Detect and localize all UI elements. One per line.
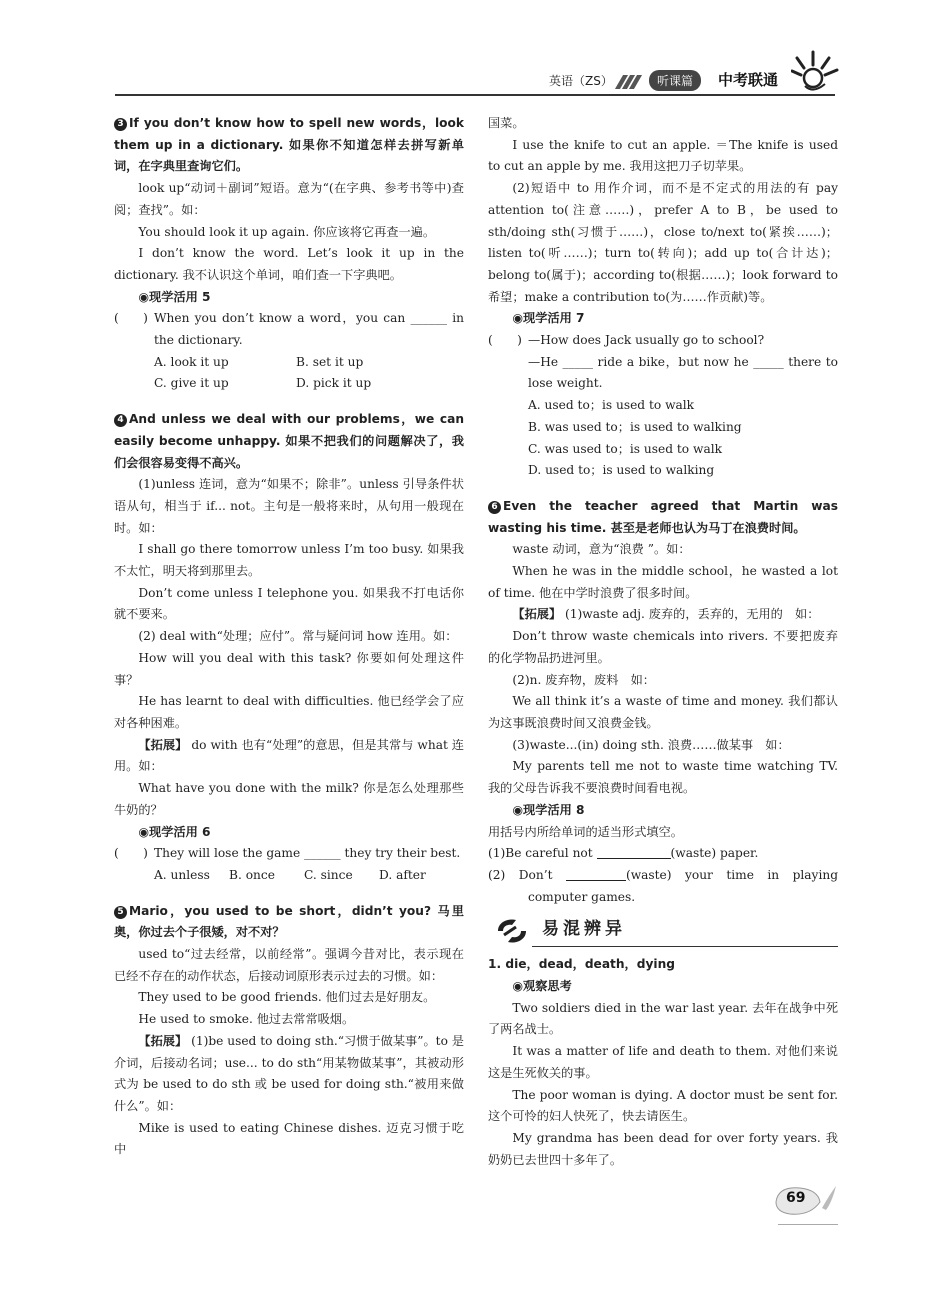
page-number: 69 <box>786 1190 806 1206</box>
answer-blank[interactable] <box>597 845 671 859</box>
option-c: C. give it up <box>154 376 229 391</box>
answer-parentheses[interactable]: ( ) <box>488 333 522 348</box>
option-a: A. look it up <box>154 354 229 369</box>
example-sentence: It was a matter of life and death to them. 对他们来说这是生死攸关的事。 <box>488 1044 838 1080</box>
extension-note: 【拓展】 do with 也有“处理”的意思，但是其常与 what 连用。如： <box>114 737 464 774</box>
example-sentence: Two soldiers died in the war last year. 去年在战争中死了两名战士。 <box>488 1000 838 1037</box>
example-sentence: My parents tell me not to waste time watching TV. 我的父母告诉我不要浪费时间看电视。 <box>488 759 838 796</box>
section-banner <box>488 914 838 948</box>
example-sentence: What have you done with the milk? 你是怎么处理那些牛奶的？ <box>114 781 464 817</box>
example-sentence: Don’t come unless I telephone you. 如果我不打电话你就不要来。 <box>114 585 464 622</box>
instruction: 用括号内所给单词的适当形式填空。 <box>488 824 683 839</box>
practice-heading: ◉现学活用 5 <box>138 289 211 304</box>
example-sentence: Don’t throw waste chemicals into rivers. 不要把废弃的化学物品扔进河里。 <box>488 629 838 665</box>
example-sentence: I shall go there tomorrow unless I’m too busy. 如果我不太忙，明天将到那里去。 <box>114 542 464 579</box>
answer-options <box>114 352 464 374</box>
answer-options <box>114 865 464 887</box>
header-badge: 听课篇 <box>649 70 701 91</box>
banner-rule <box>532 946 838 947</box>
example-sentence: Mike is used to eating Chinese dishes. 迈克习惯于吃中 <box>114 1120 464 1157</box>
header-stripes-decoration <box>619 74 640 93</box>
example-sentence: I use the knife to cut an apple. ＝The knife is used to cut an apple by me. 我用这把刀子切苹果。 <box>488 137 838 174</box>
option-d: D. after <box>379 867 426 882</box>
option-b: B. set it up <box>296 354 364 369</box>
header-brand: 中考联通 <box>718 71 779 89</box>
right-column <box>488 113 838 1171</box>
paragraph: (2)n. 废弃物，废料 如： <box>512 672 655 687</box>
section-5-title: 5 Mario，you used to be short，didn’t you? 马里奥，你过去个子很矮，对不对？ <box>114 903 464 940</box>
exercise-question: ( ) When you don’t know a word，you can ______ in the dictionary. <box>114 308 464 351</box>
practice-heading: ◉现学活用 8 <box>512 802 585 817</box>
option-c: C. since <box>304 867 353 882</box>
section-number-badge: 5 <box>114 906 127 919</box>
fill-blank-question: (2) Don’t (waste) your time in playing computer games. <box>488 867 838 904</box>
observe-heading: ◉观察思考 <box>512 979 572 994</box>
section-number-badge: 6 <box>488 501 501 514</box>
section-6-title: 6 Even the teacher agreed that Martin was wasting his time. 甚至是老师也认为马丁在浪费时间。 <box>488 498 838 535</box>
paragraph: (2) deal with“处理；应付”。常与疑问词 how 连用。如： <box>138 629 458 644</box>
section-number-badge: 3 <box>114 118 127 131</box>
section-4-title: 4 And unless we deal with our problems，we can easily become unhappy. 如果不把我们的问题解决了，我们会很容易变得不高兴。 <box>114 412 464 470</box>
paragraph: (1)unless 连词，意为“如果不；除非”。unless 引导条件状语从句，相当于 if... not。主句是一般将来时，从句用一般现在时。如： <box>114 477 464 535</box>
answer-blank[interactable] <box>566 867 626 881</box>
footer-rule <box>778 1224 838 1225</box>
exercise-question: ( ) They will lose the game ______ they try their best. <box>114 843 464 865</box>
paragraph: used to“过去经常，以前经常”。强调今昔对比，表示现在已经不存在的动作状态，后接动词原形表示过去的习惯。如： <box>114 947 464 983</box>
swirl-icon <box>494 916 530 946</box>
comparison-title: 1. die，dead，death，dying <box>488 957 675 972</box>
banner-title: 易混辨异 <box>542 919 626 940</box>
option-a: A. used to；is used to walk <box>528 398 695 413</box>
answer-parentheses[interactable]: ( ) <box>114 311 148 326</box>
practice-heading: ◉现学活用 6 <box>138 824 211 839</box>
paragraph: look up“动词＋副词”短语。意为“(在字典、参考书等中)查阅；查找”。如： <box>114 181 464 217</box>
example-sentence: He used to smoke. 他过去常常吸烟。 <box>138 1012 355 1027</box>
example-sentence: When he was in the middle school，he wasted a lot of time. 他在中学时浪费了很多时间。 <box>488 564 838 600</box>
section-number-badge: 4 <box>114 414 127 427</box>
answer-parentheses[interactable]: ( ) <box>114 846 148 861</box>
section-3-title: 3 If you don’t know how to spell new words，look them up in a dictionary. 如果你不知道怎样去拼写新单词，在字典里查询它们。 <box>114 116 464 174</box>
fill-blank-question: (1)Be careful not (waste) paper. <box>488 846 759 861</box>
option-d: D. pick it up <box>296 376 372 391</box>
option-b: B. was used to；is used to walking <box>528 419 742 434</box>
continued-text: 国菜。 <box>488 116 525 130</box>
page-number-badge <box>770 1180 840 1220</box>
paragraph: waste 动词，意为“浪费 ”。如： <box>512 542 691 557</box>
example-sentence: The poor woman is dying. A doctor must be sent for. 这个可怜的妇人快死了，快去请医生。 <box>488 1087 838 1124</box>
example-sentence: I don’t know the word. Let’s look it up in the dictionary. 我不认识这个单词，咱们查一下字典吧。 <box>114 246 464 282</box>
header-subject: 英语（ZS） <box>549 74 613 88</box>
header-rule <box>115 94 835 96</box>
answer-options <box>114 373 464 395</box>
example-sentence: How will you deal with this task? 你要如何处理这件事？ <box>114 650 464 687</box>
left-column <box>114 113 464 1161</box>
example-sentence: They used to be good friends. 他们过去是好朋友。 <box>138 990 436 1005</box>
extension-note: 【拓展】 (1)waste adj. 废弃的，丢弃的，无用的 如： <box>512 607 820 622</box>
example-sentence: He has learnt to deal with difficulties. 他已经学会了应对各种困难。 <box>114 694 464 730</box>
sun-logo-icon <box>791 48 839 94</box>
example-sentence: You should look it up again. 你应该将它再查一遍。 <box>138 224 436 239</box>
paragraph: (3)waste...(in) doing sth. 浪费……做某事 如： <box>512 737 790 752</box>
option-a: A. unless <box>154 867 210 882</box>
option-d: D. used to；is used to walking <box>528 463 715 478</box>
exercise-question: ( ) —How does Jack usually go to school? <box>488 330 838 352</box>
example-sentence: My grandma has been dead for over forty years. 我奶奶已去世四十多年了。 <box>488 1130 838 1167</box>
option-c: C. was used to；is used to walk <box>528 441 722 456</box>
dialogue-line: —He _____ ride a bike，but now he _____ there to lose weight. <box>528 354 838 391</box>
example-sentence: We all think it’s a waste of time and money. 我们都认为这事既浪费时间又浪费金钱。 <box>488 694 838 730</box>
paragraph: (2)短语中 to 用作介词，而不是不定式的用法的有 pay attention to(注意……)，prefer A to B，be used to sth/doing sth(习惯于……)，close to/next to(紧挨……)；listen to(听……)；turn to(转向)；add up to(合计达)；belong to(属于)；according to(根据……)；look forward to 希望；make a contribution to(为……作贡献)等。 <box>488 181 838 304</box>
practice-heading: ◉现学活用 7 <box>512 311 585 326</box>
page-header <box>115 48 835 100</box>
option-b: B. once <box>229 867 275 882</box>
extension-note: 【拓展】 (1)be used to doing sth.“习惯于做某事”。to 是介词，后接动名词；use... to do sth“用某物做某事”，其被动形式为 be used to do sth 或 be used for doing sth.“被用来做什么”。如： <box>114 1033 464 1113</box>
